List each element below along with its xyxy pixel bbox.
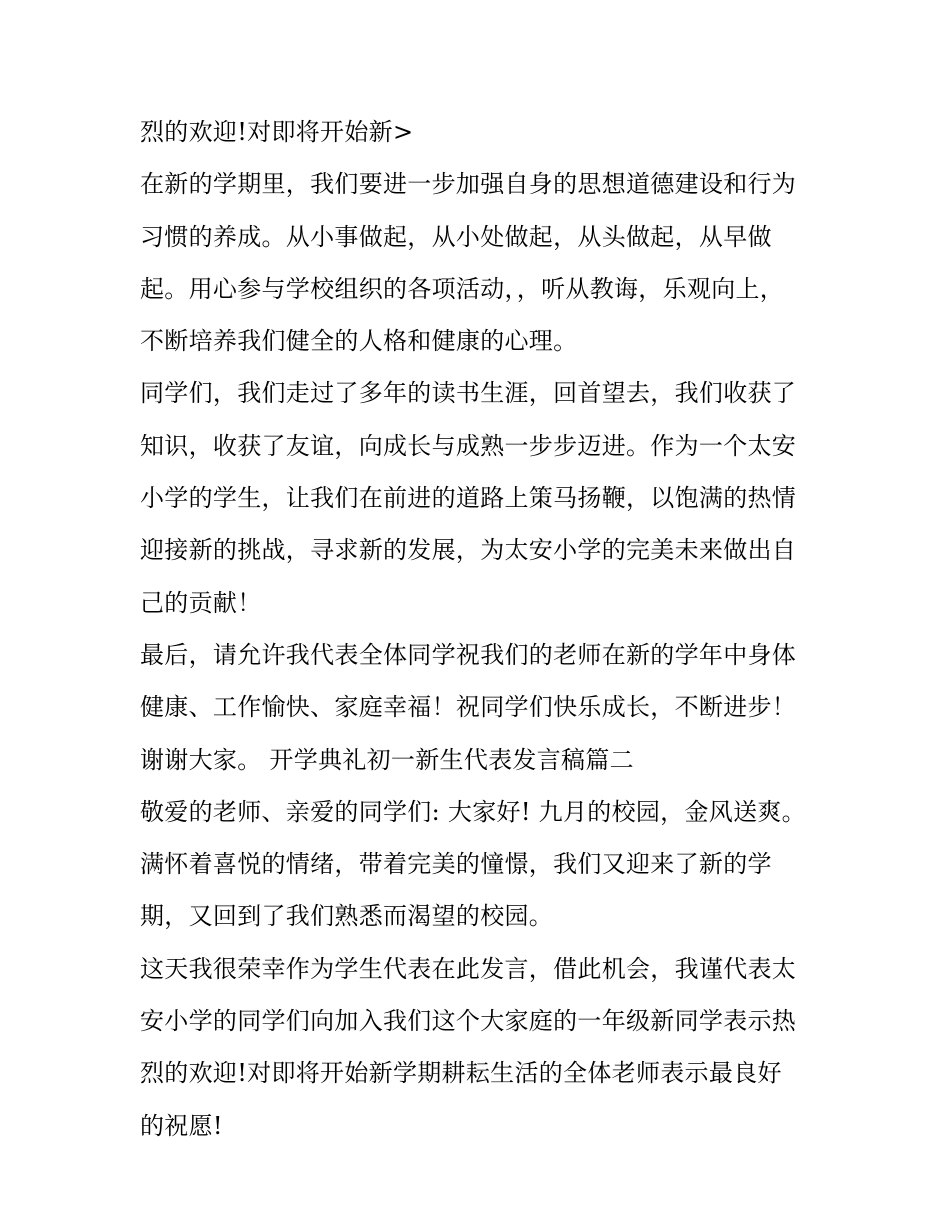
text-line: 不断培养我们健全的人格和健康的心理。 — [140, 327, 578, 356]
text-line: 己的贡献！ — [140, 588, 262, 617]
text-line: 习惯的养成。从小事做起，从小处做起，从头做起，从早做 — [140, 222, 772, 251]
text-line: 安小学的同学们向加入我们这个大家庭的一年级新同学表示热 — [140, 1007, 797, 1036]
text-line: 同学们，我们走过了多年的读书生涯，回首望去，我们收获了 — [140, 379, 797, 408]
text-line: 谢谢大家。 开学典礼初一新生代表发言稿篇二 — [140, 745, 634, 774]
text-line: 烈的欢迎!对即将开始新学期耕耘生活的全体老师表示最良好 — [140, 1059, 782, 1088]
text-line: 小学的学生，让我们在前进的道路上策马扬鞭，以饱满的热情 — [140, 484, 797, 513]
text-line: 起。用心参与学校组织的各项活动，，听从教诲，乐观向上， — [140, 274, 785, 303]
text-line: 满怀着喜悦的情绪，带着完美的憧憬，我们又迎来了新的学 — [140, 850, 772, 879]
text-line: 这天我很荣幸作为学生代表在此发言，借此机会，我谨代表太 — [140, 954, 797, 983]
text-line: 最后，请允许我代表全体同学祝我们的老师在新的学年中身体 — [140, 640, 797, 669]
text-line: 知识，收获了友谊，向成长与成熟一步步迈进。作为一个太安 — [140, 431, 797, 460]
text-line: 在新的学期里，我们要进一步加强自身的思想道德建设和行为 — [140, 170, 797, 199]
text-line: 烈的欢迎!对即将开始新> — [140, 118, 414, 146]
text-line: 敬爱的老师、亲爱的同学们: 大家好! 九月的校园，金风送爽。 — [140, 797, 806, 826]
text-line: 健康、工作愉快、家庭幸福！祝同学们快乐成长，不断进步！ — [140, 693, 797, 722]
document-body — [140, 106, 840, 1152]
text-line: 期，又回到了我们熟悉而渴望的校园。 — [140, 902, 554, 931]
text-line: 的祝愿! — [140, 1111, 223, 1140]
text-line: 迎接新的挑战，寻求新的发展，为太安小学的完美未来做出自 — [140, 536, 797, 565]
